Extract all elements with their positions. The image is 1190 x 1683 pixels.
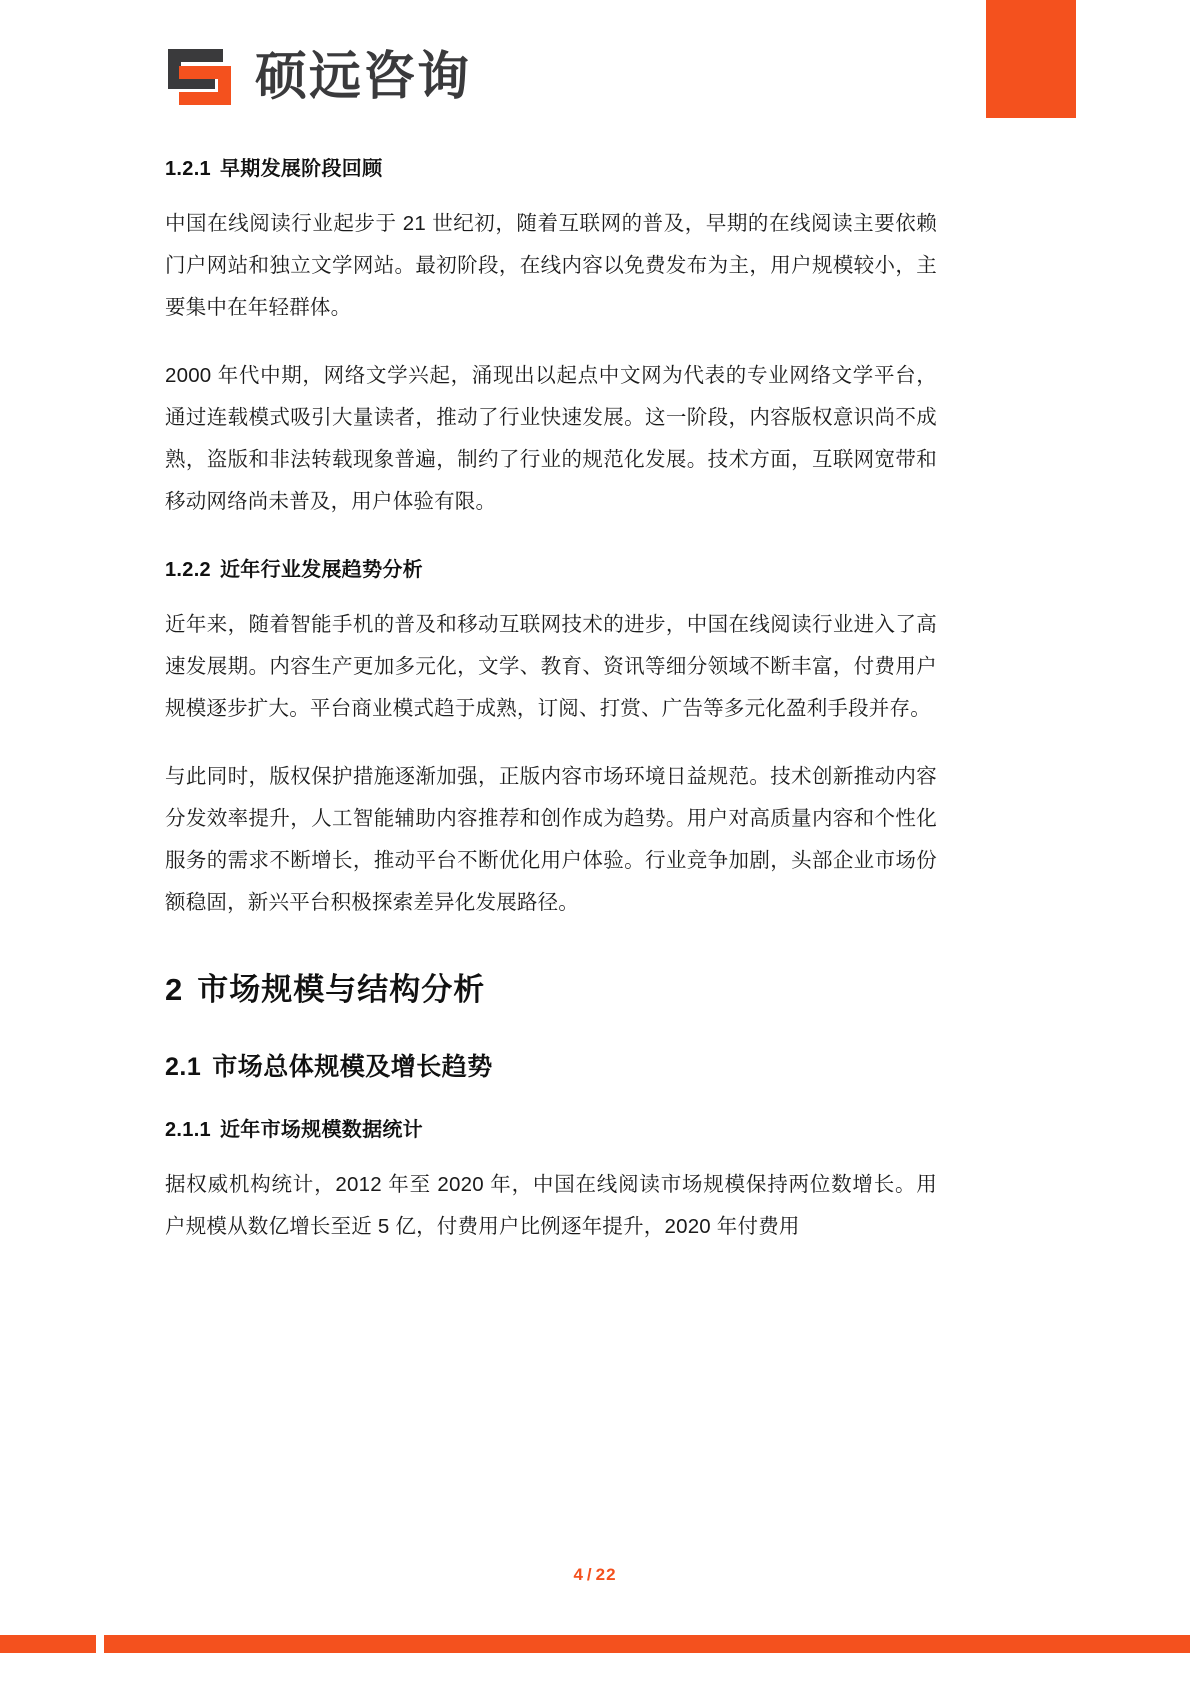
heading-number: 2 xyxy=(165,972,184,1008)
heading-number: 2.1.1 xyxy=(165,1119,211,1142)
decorative-accent-block-top-right xyxy=(986,0,1076,118)
heading-number: 2.1 xyxy=(165,1053,202,1082)
paragraph-market-size-statistics: 据权威机构统计，2012 年至 2020 年，中国在线阅读市场规模保持两位数增长。用户规模从数亿增长至近 5 亿，付费用户比例逐年提升，2020 年付费用 xyxy=(165,1173,937,1239)
decorative-accent-bar-bottom-main xyxy=(104,1635,1190,1653)
heading-title: 近年行业发展趋势分析 xyxy=(219,559,423,582)
heading-number: 1.2.2 xyxy=(165,559,211,582)
heading-1-2-1 xyxy=(165,152,937,181)
brand-name: 硕远咨询 xyxy=(255,48,472,106)
page-content-column xyxy=(165,0,937,1274)
heading-2-1 xyxy=(165,1047,937,1083)
company-logo-icon xyxy=(165,46,237,108)
heading-1-2-2 xyxy=(165,553,937,582)
heading-title: 早期发展阶段回顾 xyxy=(219,158,383,180)
paragraph-copyright-and-competition: 与此同时，版权保护措施逐渐加强，正版内容市场环境日益规范。技术创新推动内容分发效率提升，人工智能辅助内容推荐和创作成为趋势。用户对高质量内容和个性化服务的需求不断增长，推动平台不断优化用户体验。行业竞争加剧，头部企业市场份额稳固，新兴平台积极探索差异化发展路径。 xyxy=(165,765,937,915)
page-footer xyxy=(0,1565,1190,1585)
paragraph-recent-growth-trends: 近年来，随着智能手机的普及和移动互联网技术的进步，中国在线阅读行业进入了高速发展期。内容生产更加多元化，文学、教育、资讯等细分领域不断丰富，付费用户规模逐步扩大。平台商业模式趋于成熟，订阅、打赏、广告等多元化盈利手段并存。 xyxy=(165,613,937,721)
heading-title: 市场总体规模及增长趋势 xyxy=(212,1053,493,1082)
heading-2-1-1 xyxy=(165,1113,937,1142)
heading-number: 1.2.1 xyxy=(165,158,211,180)
footer-total-pages: 22 xyxy=(595,1565,617,1584)
paragraph-early-stage-overview: 中国在线阅读行业起步于 21 世纪初，随着互联网的普及，早期的在线阅读主要依赖门户网站和独立文学网站。最初阶段，在线内容以免费发布为主，用户规模较小，主要集中在年轻群体。 xyxy=(165,212,937,320)
footer-separator: / xyxy=(586,1565,593,1584)
heading-title: 市场规模与结构分析 xyxy=(197,972,486,1008)
footer-current-page: 4 xyxy=(573,1565,584,1584)
decorative-accent-bar-bottom-left xyxy=(0,1635,96,1653)
heading-2 xyxy=(165,964,937,1009)
brand-logo xyxy=(165,0,937,122)
paragraph-mid-2000s-web-literature: 2000 年代中期，网络文学兴起，涌现出以起点中文网为代表的专业网络文学平台，通过连载模式吸引大量读者，推动了行业快速发展。这一阶段，内容版权意识尚不成熟，盗版和非法转载现象普遍，制约了行业的规范化发展。技术方面，互联网宽带和移动网络尚未普及，用户体验有限。 xyxy=(165,364,937,514)
page-bottom-margin-strip xyxy=(0,1669,1190,1683)
heading-title: 近年市场规模数据统计 xyxy=(219,1119,423,1142)
